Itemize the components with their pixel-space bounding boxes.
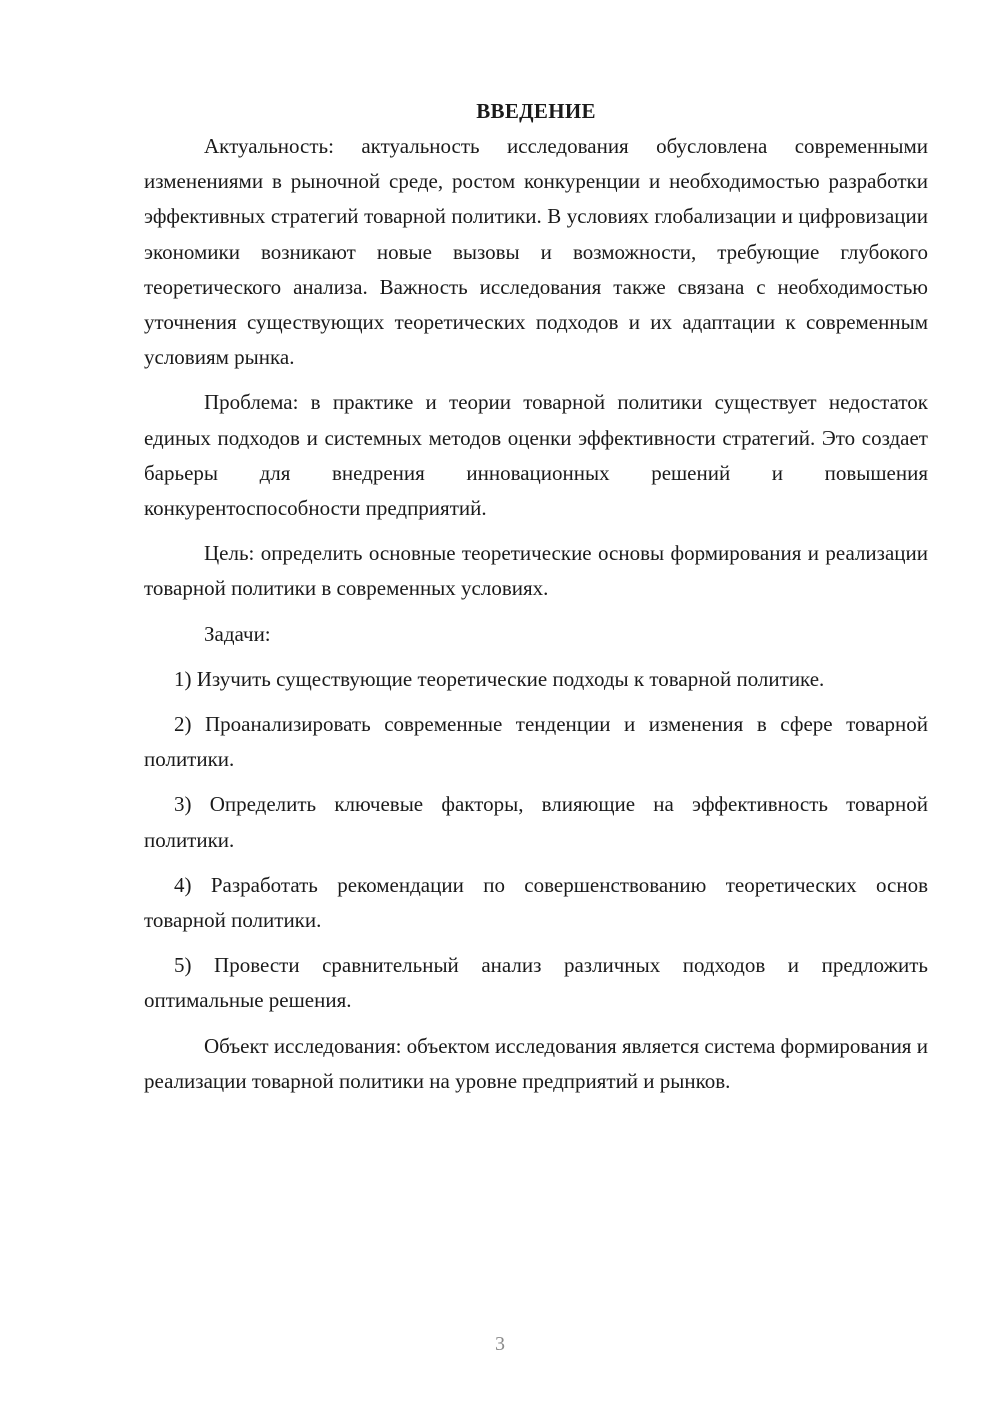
paragraph-goal: Цель: определить основные теоретические основы формирования и реализации товарной политики в современных условиях. — [144, 541, 928, 601]
task-item-5: 5) Провести сравнительный анализ различных подходов и предложить оптимальные решения. — [144, 953, 928, 1013]
paragraph-relevance: Актуальность: актуальность исследования обусловлена современными изменениями в рыночной среде, ростом конкуренции и необходимостью разработки эффективных стратегий товарной политики. В условиях глобализации и цифровизации экономики возникают новые вызовы и возможности, требующие глубокого теоретического анализа. Важность исследования также связана с необходимостью уточнения существующих теоретических подходов и их адаптации к современным условиям рынка. — [144, 134, 928, 370]
section-title: ВВЕДЕНИЕ — [476, 99, 596, 123]
task-item-1: 1) Изучить существующие теоретические подходы к товарной политике. — [174, 666, 825, 691]
page-content — [144, 94, 928, 1099]
task-item-3: 3) Определить ключевые факторы, влияющие на эффективность товарной политики. — [144, 792, 928, 852]
paragraph-object: Объект исследования: объектом исследования является система формирования и реализации товарной политики на уровне предприятий и рынков. — [144, 1033, 928, 1093]
paragraph-problem: Проблема: в практике и теории товарной политики существует недостаток единых подходов и системных методов оценки эффективности стратегий. Это создает барьеры для внедрения инновационных решений и повышения конкурентоспособности предприятий. — [144, 390, 928, 521]
page-number: 3 — [495, 1333, 505, 1355]
task-item-4: 4) Разработать рекомендации по совершенствованию теоретических основ товарной политики. — [144, 872, 928, 933]
task-item-2: 2) Проанализировать современные тенденции и изменения в сфере товарной политики. — [144, 712, 928, 772]
tasks-label: Задачи: — [204, 621, 271, 646]
